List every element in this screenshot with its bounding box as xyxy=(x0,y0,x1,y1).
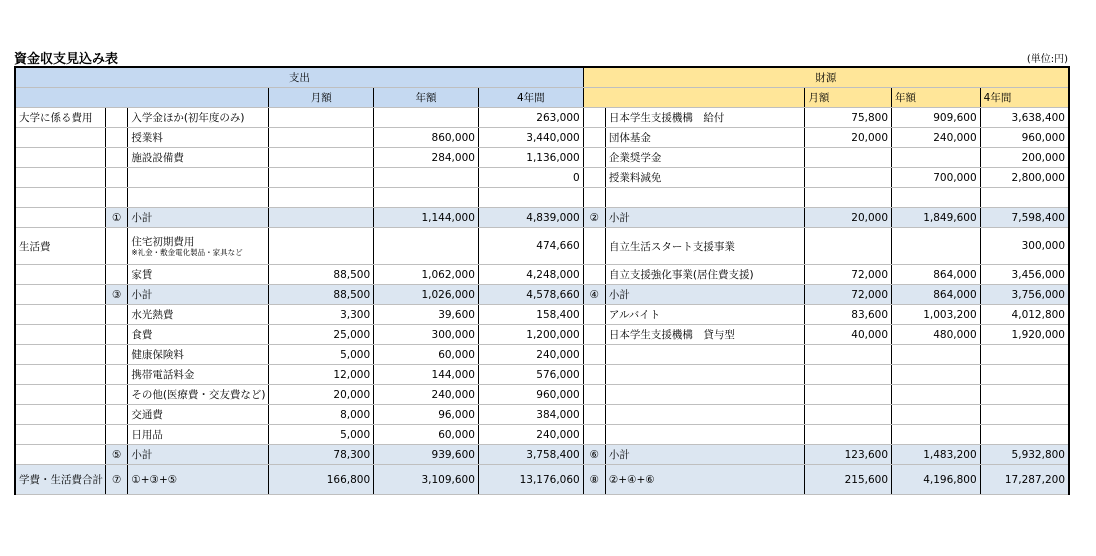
funding-4year-cell[interactable]: 300,000 xyxy=(980,228,1069,265)
funding-circle-cell[interactable] xyxy=(583,168,605,188)
funding-monthly-cell[interactable] xyxy=(805,168,892,188)
category-cell[interactable]: 大学に係る費用 xyxy=(15,108,106,128)
funding-4year-cell[interactable] xyxy=(980,405,1069,425)
expense-monthly-cell[interactable]: 5,000 xyxy=(269,425,374,445)
expense-monthly-cell[interactable] xyxy=(269,128,374,148)
funding-4year-cell[interactable] xyxy=(980,365,1069,385)
expense-monthly-cell[interactable]: 3,300 xyxy=(269,305,374,325)
funding-item-cell[interactable]: 自立支援強化事業(居住費支援) xyxy=(605,265,805,285)
expense-item-header[interactable] xyxy=(15,88,269,108)
category-cell[interactable]: 生活費 xyxy=(15,228,106,265)
funding-yearly-cell[interactable] xyxy=(892,425,981,445)
funding-yearly-cell[interactable]: 4,196,800 xyxy=(892,465,981,495)
expense-circle-cell[interactable] xyxy=(106,148,128,168)
subtotal-row xyxy=(15,445,1069,465)
funding-item-cell[interactable] xyxy=(605,425,805,445)
funding-monthly-cell[interactable]: 83,600 xyxy=(805,305,892,325)
expense-4year-cell[interactable]: 3,440,000 xyxy=(478,128,583,148)
expense-monthly-cell[interactable]: 8,000 xyxy=(269,405,374,425)
grand-total-row xyxy=(15,465,1069,495)
expense-yearly-cell[interactable]: 60,000 xyxy=(374,425,479,445)
expense-yearly-cell[interactable]: 939,600 xyxy=(374,445,479,465)
funding-circle-cell[interactable] xyxy=(583,425,605,445)
table-row xyxy=(15,325,1069,345)
table-row xyxy=(15,425,1069,445)
funding-monthly-cell[interactable] xyxy=(805,228,892,265)
expense-monthly-cell[interactable]: 88,500 xyxy=(269,265,374,285)
expense-monthly-cell[interactable]: 12,000 xyxy=(269,365,374,385)
funding-monthly-cell[interactable]: 20,000 xyxy=(805,208,892,228)
table-row xyxy=(15,168,1069,188)
expense-4year-cell[interactable]: 263,000 xyxy=(478,108,583,128)
funding-item-cell[interactable] xyxy=(605,365,805,385)
category-cell[interactable] xyxy=(15,168,106,188)
expense-monthly-cell[interactable]: 20,000 xyxy=(269,385,374,405)
expense-circle-cell[interactable] xyxy=(106,108,128,128)
expense-yearly-cell[interactable]: 240,000 xyxy=(374,385,479,405)
category-cell[interactable] xyxy=(15,425,106,445)
header-row-2 xyxy=(15,88,1069,108)
funding-item-cell[interactable]: 日本学生支援機構 貸与型 xyxy=(605,325,805,345)
expense-circle-cell[interactable] xyxy=(106,405,128,425)
expense-circle-cell[interactable]: ⑦ xyxy=(106,465,128,495)
sheet-title: 資金収支見込み表 xyxy=(14,52,119,67)
expense-item-cell[interactable]: 水光熱費 xyxy=(128,305,269,325)
table-row xyxy=(15,228,1069,265)
funding-4year-cell[interactable]: 1,920,000 xyxy=(980,325,1069,345)
funding-circle-cell[interactable] xyxy=(583,108,605,128)
category-cell[interactable] xyxy=(15,208,106,228)
expense-item-cell[interactable]: 家賃 xyxy=(128,265,269,285)
category-cell[interactable] xyxy=(15,285,106,305)
expense-circle-cell[interactable] xyxy=(106,325,128,345)
funding-item-cell[interactable]: アルバイト xyxy=(605,305,805,325)
expense-item-cell[interactable]: 健康保険料 xyxy=(128,345,269,365)
funding-4year-cell[interactable]: 5,932,800 xyxy=(980,445,1069,465)
expense-item-cell[interactable]: 授業料 xyxy=(128,128,269,148)
expense-4year-cell[interactable]: 4,839,000 xyxy=(478,208,583,228)
expense-item-note: ※礼金・敷金電化製品・家具など xyxy=(131,247,243,257)
funding-yearly-cell[interactable]: 864,000 xyxy=(892,285,981,305)
expense-4year-cell[interactable]: 13,176,060 xyxy=(478,465,583,495)
expense-item-cell[interactable]: 日用品 xyxy=(128,425,269,445)
funding-circle-cell[interactable] xyxy=(583,325,605,345)
funding-yearly-cell[interactable]: 1,483,200 xyxy=(892,445,981,465)
funding-yearly-cell[interactable]: 1,003,200 xyxy=(892,305,981,325)
funding-circle-cell[interactable] xyxy=(583,345,605,365)
funding-monthly-cell[interactable]: 72,000 xyxy=(805,285,892,305)
funding-item-cell[interactable] xyxy=(605,188,805,208)
expense-circle-cell[interactable] xyxy=(106,168,128,188)
table-row xyxy=(15,148,1069,168)
expense-monthly-cell[interactable] xyxy=(269,168,374,188)
expense-yearly-cell[interactable] xyxy=(374,188,479,208)
expense-4year-cell[interactable]: 240,000 xyxy=(478,345,583,365)
funding-yearly-cell[interactable]: 700,000 xyxy=(892,168,981,188)
expense-4year-cell[interactable]: 384,000 xyxy=(478,405,583,425)
expense-4year-cell[interactable]: 1,200,000 xyxy=(478,325,583,345)
funding-4year-cell[interactable] xyxy=(980,345,1069,365)
expense-item-cell[interactable]: その他(医療費・交友費など) xyxy=(128,385,269,405)
expense-item-cell[interactable]: 施設設備費 xyxy=(128,148,269,168)
table-row xyxy=(15,345,1069,365)
expense-monthly-cell[interactable] xyxy=(269,148,374,168)
funding-yearly-header[interactable]: 年額 xyxy=(892,88,981,108)
fund-balance-table xyxy=(14,66,1070,495)
expense-yearly-cell[interactable]: 39,600 xyxy=(374,305,479,325)
expense-circle-cell[interactable] xyxy=(106,345,128,365)
funding-4year-cell[interactable]: 3,756,000 xyxy=(980,285,1069,305)
expense-4year-cell[interactable]: 576,000 xyxy=(478,365,583,385)
funding-item-cell[interactable]: 小計 xyxy=(605,285,805,305)
expense-yearly-cell[interactable]: 1,144,000 xyxy=(374,208,479,228)
category-cell[interactable]: 学費・生活費合計 xyxy=(15,465,106,495)
funding-4year-cell[interactable]: 960,000 xyxy=(980,128,1069,148)
expense-4year-cell[interactable]: 4,578,660 xyxy=(478,285,583,305)
expense-yearly-cell[interactable] xyxy=(374,108,479,128)
funding-circle-cell[interactable]: ② xyxy=(583,208,605,228)
expense-4year-cell[interactable]: 4,248,000 xyxy=(478,265,583,285)
funding-4year-cell[interactable] xyxy=(980,385,1069,405)
funding-item-cell[interactable]: 自立生活スタート支援事業 xyxy=(605,228,805,265)
category-cell[interactable] xyxy=(15,345,106,365)
expense-monthly-cell[interactable] xyxy=(269,208,374,228)
expense-item-cell[interactable]: 交通費 xyxy=(128,405,269,425)
funding-yearly-cell[interactable] xyxy=(892,405,981,425)
table-row xyxy=(15,265,1069,285)
expense-item-cell[interactable] xyxy=(128,188,269,208)
expense-item-cell[interactable]: 小計 xyxy=(128,285,269,305)
funding-4year-cell[interactable]: 3,638,400 xyxy=(980,108,1069,128)
category-cell[interactable] xyxy=(15,405,106,425)
funding-4year-cell[interactable]: 17,287,200 xyxy=(980,465,1069,495)
expense-circle-cell[interactable] xyxy=(106,365,128,385)
funding-circle-cell[interactable] xyxy=(583,148,605,168)
category-cell[interactable] xyxy=(15,325,106,345)
subtotal-row xyxy=(15,285,1069,305)
expense-circle-cell[interactable] xyxy=(106,128,128,148)
funding-yearly-cell[interactable] xyxy=(892,365,981,385)
expense-4year-cell[interactable]: 474,660 xyxy=(478,228,583,265)
expense-yearly-cell[interactable]: 1,026,000 xyxy=(374,285,479,305)
category-cell[interactable] xyxy=(15,188,106,208)
expense-item-cell[interactable]: 入学金ほか(初年度のみ) xyxy=(128,108,269,128)
funding-yearly-cell[interactable] xyxy=(892,188,981,208)
funding-4year-cell[interactable]: 3,456,000 xyxy=(980,265,1069,285)
funding-item-header[interactable] xyxy=(583,88,805,108)
category-cell[interactable] xyxy=(15,128,106,148)
funding-circle-cell[interactable] xyxy=(583,188,605,208)
funding-yearly-cell[interactable] xyxy=(892,345,981,365)
expense-yearly-cell[interactable]: 144,000 xyxy=(374,365,479,385)
expense-4year-cell[interactable]: 240,000 xyxy=(478,425,583,445)
category-cell[interactable] xyxy=(15,148,106,168)
expense-yearly-cell[interactable]: 60,000 xyxy=(374,345,479,365)
expense-monthly-cell[interactable]: 166,800 xyxy=(269,465,374,495)
funding-monthly-cell[interactable]: 123,600 xyxy=(805,445,892,465)
expense-circle-cell[interactable] xyxy=(106,385,128,405)
funding-circle-cell[interactable] xyxy=(583,405,605,425)
expense-4year-cell[interactable] xyxy=(478,188,583,208)
funding-monthly-cell[interactable] xyxy=(805,345,892,365)
funding-yearly-cell[interactable]: 1,849,600 xyxy=(892,208,981,228)
table-row xyxy=(15,385,1069,405)
subtotal-row xyxy=(15,208,1069,228)
funding-monthly-cell[interactable] xyxy=(805,385,892,405)
funding-item-cell[interactable]: ②+④+⑥ xyxy=(605,465,805,495)
funding-item-cell[interactable] xyxy=(605,405,805,425)
funding-header[interactable]: 財源 xyxy=(583,67,1069,88)
funding-yearly-cell[interactable]: 864,000 xyxy=(892,265,981,285)
funding-item-cell[interactable]: 授業料減免 xyxy=(605,168,805,188)
funding-yearly-cell[interactable]: 909,600 xyxy=(892,108,981,128)
unit-label: (単位:円) xyxy=(1026,54,1068,65)
table-row xyxy=(15,305,1069,325)
expense-circle-cell[interactable] xyxy=(106,228,128,265)
funding-circle-cell[interactable] xyxy=(583,128,605,148)
category-cell[interactable] xyxy=(15,265,106,285)
table-row xyxy=(15,108,1069,128)
funding-monthly-cell[interactable]: 72,000 xyxy=(805,265,892,285)
expense-monthly-cell[interactable]: 5,000 xyxy=(269,345,374,365)
expense-yearly-cell[interactable]: 3,109,600 xyxy=(374,465,479,495)
expense-circle-cell[interactable]: ① xyxy=(106,208,128,228)
expense-item-cell[interactable] xyxy=(128,228,269,265)
funding-item-cell[interactable]: 小計 xyxy=(605,445,805,465)
funding-circle-cell[interactable] xyxy=(583,365,605,385)
expense-yearly-cell[interactable]: 284,000 xyxy=(374,148,479,168)
expense-item-cell[interactable]: 携帯電話料金 xyxy=(128,365,269,385)
funding-item-cell[interactable]: 日本学生支援機構 給付 xyxy=(605,108,805,128)
expense-monthly-header[interactable]: 月額 xyxy=(269,88,374,108)
expense-monthly-cell[interactable] xyxy=(269,188,374,208)
expense-yearly-cell[interactable]: 300,000 xyxy=(374,325,479,345)
funding-circle-cell[interactable] xyxy=(583,385,605,405)
expense-yearly-cell[interactable]: 96,000 xyxy=(374,405,479,425)
table-row xyxy=(15,365,1069,385)
expense-monthly-cell[interactable]: 88,500 xyxy=(269,285,374,305)
funding-4year-cell[interactable]: 7,598,400 xyxy=(980,208,1069,228)
funding-4year-cell[interactable] xyxy=(980,188,1069,208)
funding-item-cell[interactable]: 企業奨学金 xyxy=(605,148,805,168)
funding-circle-cell[interactable]: ⑥ xyxy=(583,445,605,465)
funding-item-cell[interactable]: 小計 xyxy=(605,208,805,228)
funding-monthly-header[interactable]: 月額 xyxy=(805,88,892,108)
expense-item-label: 住宅初期費用 xyxy=(131,235,195,248)
expense-yearly-cell[interactable]: 1,062,000 xyxy=(374,265,479,285)
table-row xyxy=(15,188,1069,208)
expense-circle-cell[interactable] xyxy=(106,305,128,325)
funding-4year-cell[interactable]: 2,800,000 xyxy=(980,168,1069,188)
expense-circle-cell[interactable] xyxy=(106,425,128,445)
funding-4year-cell[interactable]: 4,012,800 xyxy=(980,305,1069,325)
expense-4year-cell[interactable]: 1,136,000 xyxy=(478,148,583,168)
expense-header[interactable]: 支出 xyxy=(15,67,583,88)
category-cell[interactable] xyxy=(15,445,106,465)
funding-monthly-cell[interactable] xyxy=(805,425,892,445)
funding-item-cell[interactable] xyxy=(605,385,805,405)
funding-monthly-cell[interactable]: 40,000 xyxy=(805,325,892,345)
funding-yearly-cell[interactable] xyxy=(892,228,981,265)
funding-monthly-cell[interactable] xyxy=(805,405,892,425)
table-row xyxy=(15,405,1069,425)
funding-item-cell[interactable]: 団体基金 xyxy=(605,128,805,148)
category-cell[interactable] xyxy=(15,365,106,385)
funding-circle-cell[interactable] xyxy=(583,228,605,265)
funding-4year-header[interactable]: 4年間 xyxy=(980,88,1069,108)
funding-monthly-cell[interactable]: 215,600 xyxy=(805,465,892,495)
category-cell[interactable] xyxy=(15,385,106,405)
expense-yearly-cell[interactable]: 860,000 xyxy=(374,128,479,148)
funding-monthly-cell[interactable]: 20,000 xyxy=(805,128,892,148)
expense-yearly-cell[interactable] xyxy=(374,228,479,265)
expense-item-cell[interactable]: 小計 xyxy=(128,445,269,465)
expense-item-cell[interactable] xyxy=(128,168,269,188)
table-row xyxy=(15,128,1069,148)
expense-yearly-cell[interactable] xyxy=(374,168,479,188)
expense-monthly-cell[interactable]: 78,300 xyxy=(269,445,374,465)
funding-circle-cell[interactable]: ④ xyxy=(583,285,605,305)
funding-4year-cell[interactable]: 200,000 xyxy=(980,148,1069,168)
expense-item-cell[interactable]: 食費 xyxy=(128,325,269,345)
expense-monthly-cell[interactable]: 25,000 xyxy=(269,325,374,345)
category-cell[interactable] xyxy=(15,305,106,325)
funding-circle-cell[interactable]: ⑧ xyxy=(583,465,605,495)
expense-item-cell[interactable]: 小計 xyxy=(128,208,269,228)
funding-item-cell[interactable] xyxy=(605,345,805,365)
funding-monthly-cell[interactable] xyxy=(805,365,892,385)
expense-4year-cell[interactable]: 960,000 xyxy=(478,385,583,405)
funding-yearly-cell[interactable] xyxy=(892,385,981,405)
funding-4year-cell[interactable] xyxy=(980,425,1069,445)
funding-monthly-cell[interactable] xyxy=(805,188,892,208)
expense-4year-cell[interactable]: 158,400 xyxy=(478,305,583,325)
expense-item-cell[interactable]: ①+③+⑤ xyxy=(128,465,269,495)
expense-circle-cell[interactable]: ③ xyxy=(106,285,128,305)
expense-4year-header[interactable]: 4年間 xyxy=(478,88,583,108)
funding-monthly-cell[interactable]: 75,800 xyxy=(805,108,892,128)
funding-monthly-cell[interactable] xyxy=(805,148,892,168)
expense-4year-cell[interactable]: 3,758,400 xyxy=(478,445,583,465)
funding-circle-cell[interactable] xyxy=(583,305,605,325)
expense-monthly-cell[interactable] xyxy=(269,228,374,265)
expense-4year-cell[interactable]: 0 xyxy=(478,168,583,188)
expense-circle-cell[interactable] xyxy=(106,188,128,208)
funding-yearly-cell[interactable]: 480,000 xyxy=(892,325,981,345)
header-row-1 xyxy=(15,67,1069,88)
expense-yearly-header[interactable]: 年額 xyxy=(374,88,479,108)
funding-yearly-cell[interactable] xyxy=(892,148,981,168)
expense-circle-cell[interactable] xyxy=(106,265,128,285)
funding-yearly-cell[interactable]: 240,000 xyxy=(892,128,981,148)
expense-monthly-cell[interactable] xyxy=(269,108,374,128)
expense-circle-cell[interactable]: ⑤ xyxy=(106,445,128,465)
funding-circle-cell[interactable] xyxy=(583,265,605,285)
